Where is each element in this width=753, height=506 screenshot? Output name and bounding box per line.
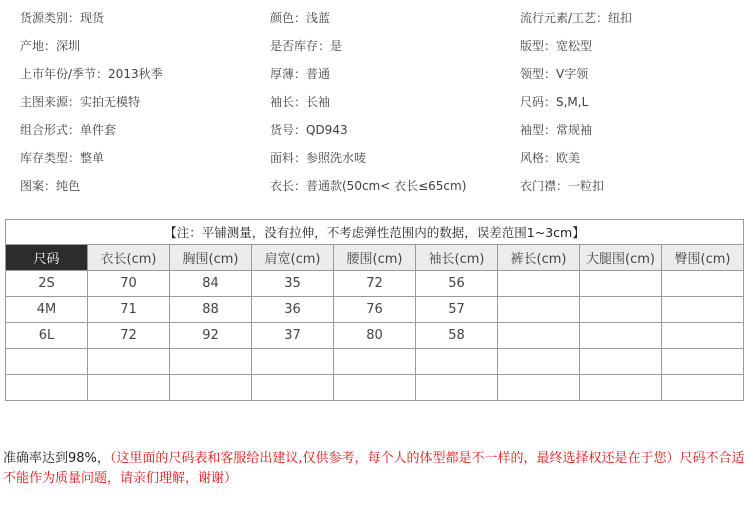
size-disclaimer	[3, 449, 751, 489]
attr-image-source: 主图来源：实拍无模特	[20, 95, 141, 109]
attr-source-type: 货源类别：现货	[20, 11, 105, 25]
size-table-note: 【注：平铺测量，没有拉伸，不考虑弹性范围内的数据，误差范围1~3cm】	[6, 220, 744, 245]
attr-stock-type: 库存类型：整单	[20, 151, 105, 165]
table-cell: 35	[252, 271, 334, 297]
table-cell: 2S	[6, 271, 88, 297]
table-cell	[580, 349, 662, 375]
header-pants-length: 裤长(cm)	[498, 245, 580, 271]
table-cell	[498, 323, 580, 349]
table-cell	[416, 349, 498, 375]
attr-color: 颜色：浅蓝	[270, 11, 331, 25]
table-cell	[416, 375, 498, 401]
table-cell	[662, 349, 744, 375]
header-shoulder: 肩宽(cm)	[252, 245, 334, 271]
attr-item-number: 货号：QD943	[270, 123, 348, 137]
table-cell	[88, 375, 170, 401]
size-chart	[5, 219, 744, 401]
table-row	[6, 297, 744, 323]
header-chest: 胸围(cm)	[170, 245, 252, 271]
table-cell	[498, 297, 580, 323]
attr-sleeve-type: 袖型：常规袖	[520, 123, 593, 137]
table-cell	[252, 349, 334, 375]
attr-thickness: 厚薄：普通	[270, 67, 331, 81]
header-size: 尺码	[6, 245, 88, 271]
table-cell: 57	[416, 297, 498, 323]
attr-in-stock: 是否库存：是	[270, 39, 343, 53]
size-table-note-row	[6, 220, 744, 245]
table-cell: 76	[334, 297, 416, 323]
table-cell	[6, 375, 88, 401]
table-cell	[662, 271, 744, 297]
attr-craft: 流行元素/工艺：纽扣	[520, 11, 633, 25]
table-cell	[580, 297, 662, 323]
table-cell: 6L	[6, 323, 88, 349]
attr-placket: 衣门襟：一粒扣	[520, 179, 605, 193]
table-cell	[580, 323, 662, 349]
table-cell	[662, 297, 744, 323]
table-row	[6, 323, 744, 349]
disclaimer-text: （这里面的尺码表和客服给出建议,仅供参考，每个人的体型都是不一样的，最终选择权还是在于您）尺码不合适不能作为质量问题，请亲们理解，谢谢）	[3, 451, 745, 486]
table-cell	[88, 349, 170, 375]
table-cell: 88	[170, 297, 252, 323]
table-cell	[334, 349, 416, 375]
attr-sizes: 尺码：S,M,L	[520, 95, 589, 109]
table-cell	[498, 349, 580, 375]
header-hip: 臀围(cm)	[662, 245, 744, 271]
table-cell	[6, 349, 88, 375]
table-cell	[498, 375, 580, 401]
attr-combination: 组合形式：单件套	[20, 123, 117, 137]
table-cell	[662, 375, 744, 401]
table-cell: 4M	[6, 297, 88, 323]
table-cell: 72	[88, 323, 170, 349]
attr-pattern: 图案：纯色	[20, 179, 81, 193]
table-cell: 36	[252, 297, 334, 323]
table-cell	[334, 375, 416, 401]
table-cell	[662, 323, 744, 349]
table-cell: 80	[334, 323, 416, 349]
header-waist: 腰围(cm)	[334, 245, 416, 271]
size-table-header-row	[6, 245, 744, 271]
attr-collar: 领型：V字领	[520, 67, 589, 81]
table-cell: 92	[170, 323, 252, 349]
table-cell	[498, 271, 580, 297]
table-row	[6, 349, 744, 375]
table-cell: 56	[416, 271, 498, 297]
table-cell: 37	[252, 323, 334, 349]
table-row	[6, 375, 744, 401]
attr-origin: 产地：深圳	[20, 39, 81, 53]
attr-garment-length: 衣长：普通款(50cm< 衣长≤65cm)	[270, 179, 467, 193]
table-cell	[580, 375, 662, 401]
header-thigh: 大腿围(cm)	[580, 245, 662, 271]
attr-season: 上市年份/季节：2013秋季	[20, 67, 163, 81]
table-cell: 72	[334, 271, 416, 297]
size-table	[5, 219, 744, 401]
table-cell	[170, 349, 252, 375]
attr-fabric: 面料：参照洗水唛	[270, 151, 367, 165]
header-sleeve: 袖长(cm)	[416, 245, 498, 271]
attr-sleeve-length: 袖长：长袖	[270, 95, 331, 109]
table-cell: 70	[88, 271, 170, 297]
table-cell: 84	[170, 271, 252, 297]
table-cell	[252, 375, 334, 401]
header-length: 衣长(cm)	[88, 245, 170, 271]
table-row	[6, 271, 744, 297]
table-cell: 71	[88, 297, 170, 323]
table-cell: 58	[416, 323, 498, 349]
attr-style: 风格：欧美	[520, 151, 581, 165]
attr-fit: 版型：宽松型	[520, 39, 593, 53]
table-cell	[580, 271, 662, 297]
table-cell	[170, 375, 252, 401]
product-attributes	[0, 0, 753, 210]
accuracy-text: 准确率达到98%，	[3, 451, 110, 466]
